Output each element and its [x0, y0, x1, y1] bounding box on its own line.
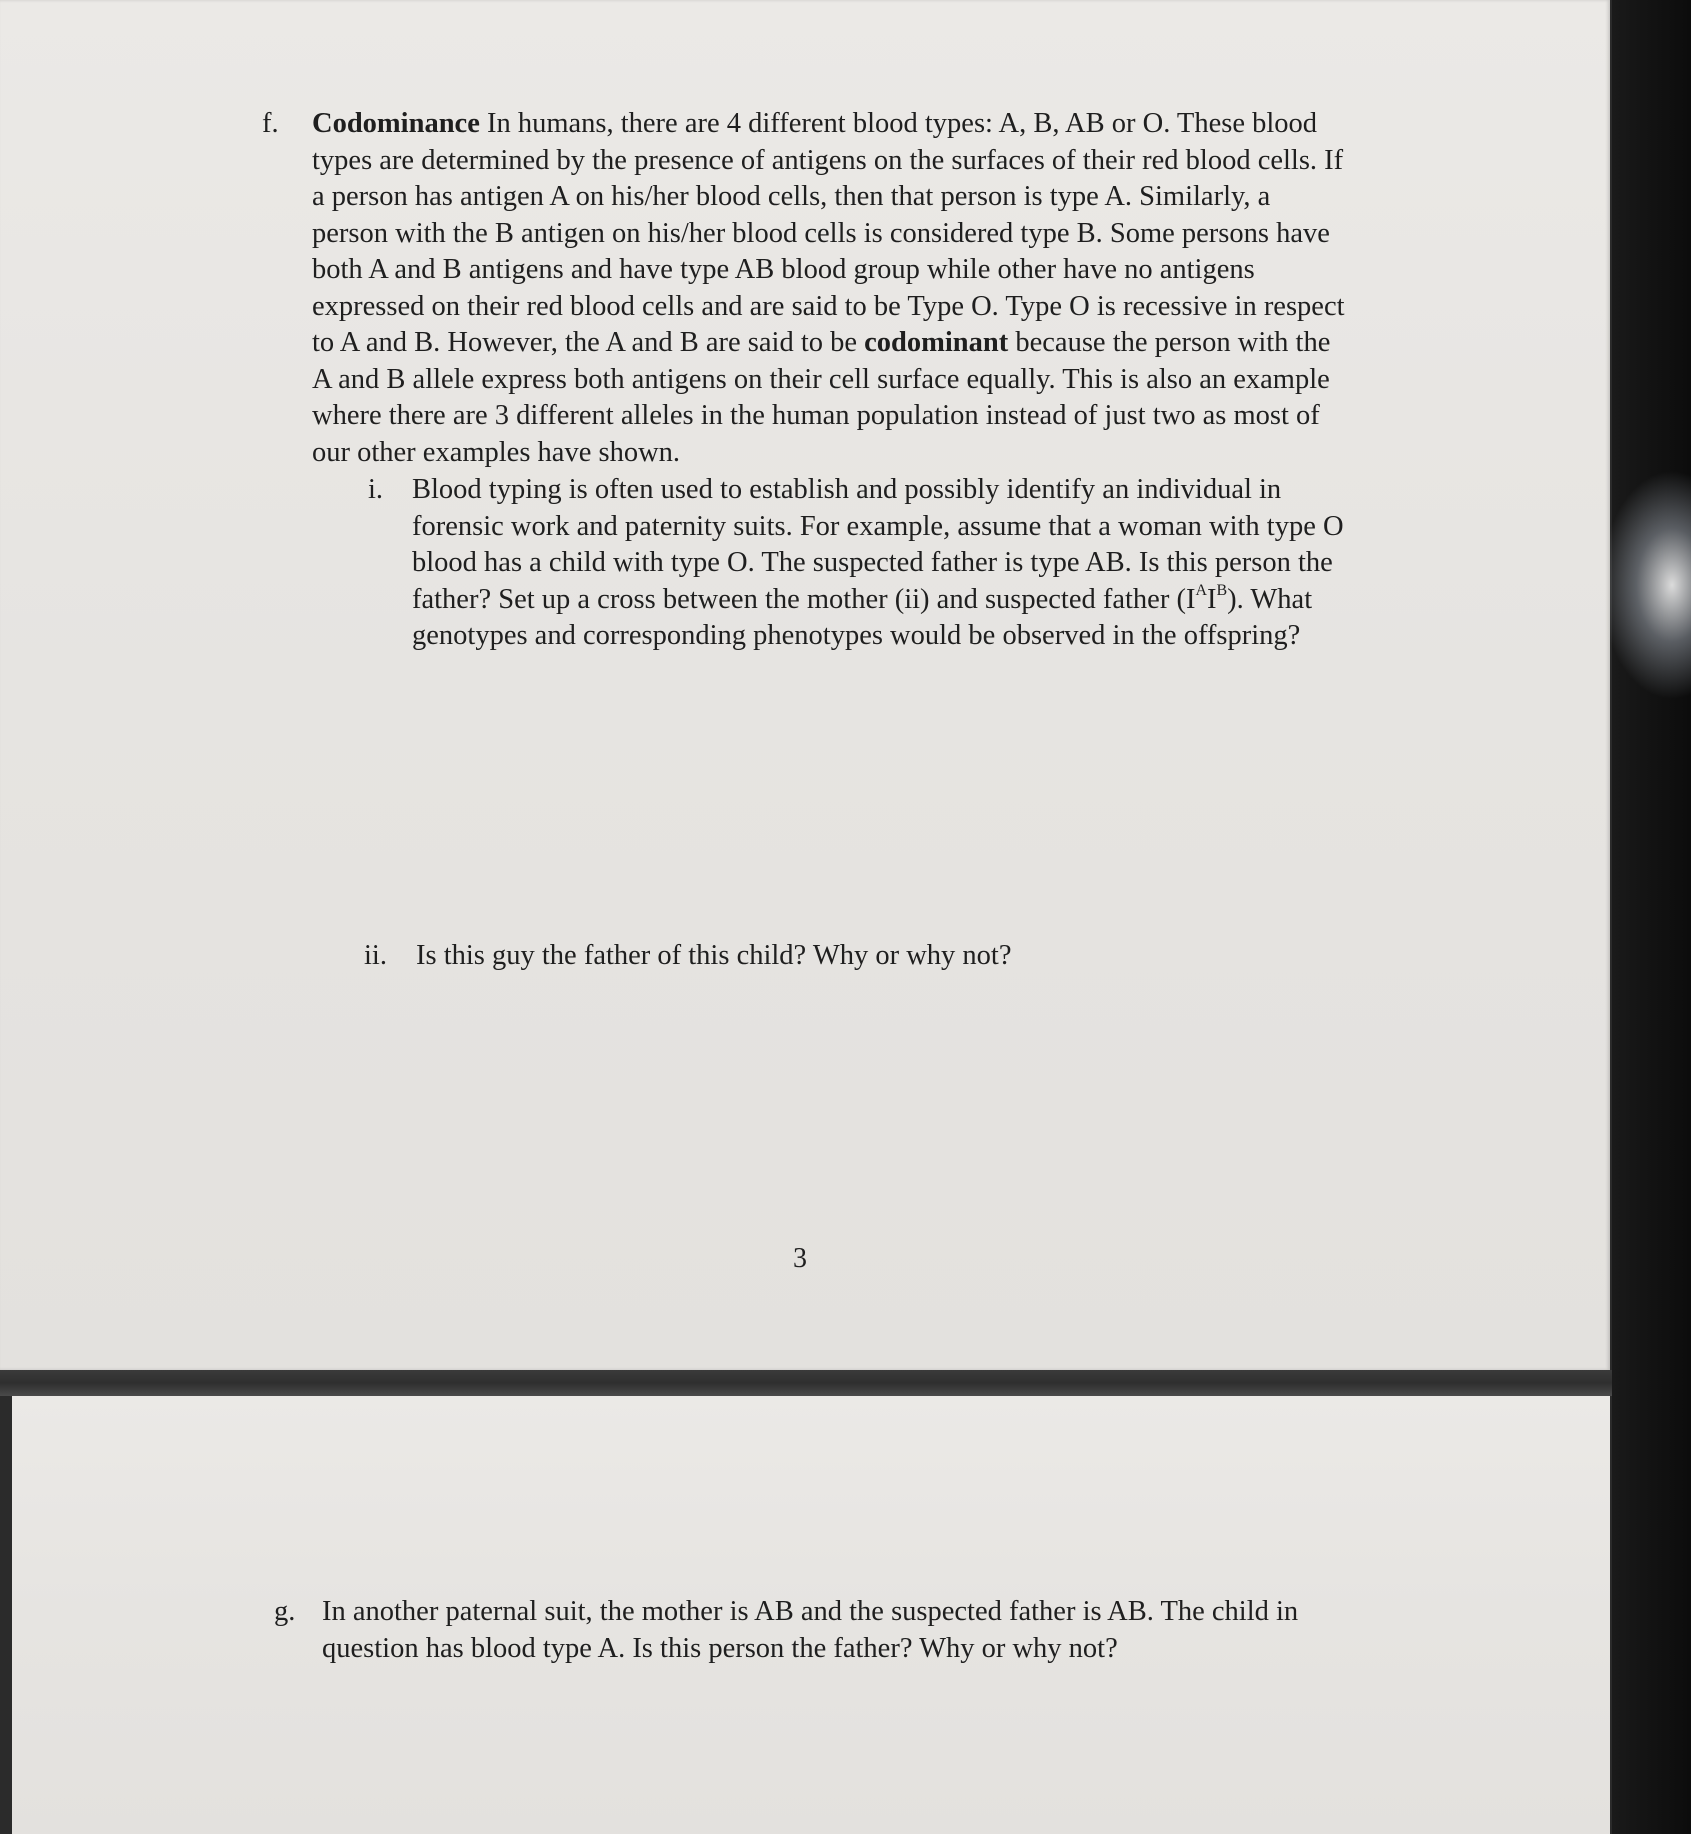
page-number: 3: [793, 1243, 807, 1274]
section-g-text: [322, 1594, 1298, 1667]
codominant-term: codominant: [864, 327, 1009, 358]
light-glare: [1600, 470, 1691, 700]
section-f-line-9: where there are 3 different alleles in the human population instead of just two as most of: [312, 400, 1320, 431]
page-seam: [0, 1370, 1612, 1396]
section-f-line-2: types are determined by the presence of antigens on the surfaces of their red blood cells. If: [312, 144, 1344, 176]
worksheet-page-bottom: [12, 1396, 1610, 1834]
question-i-line-4: father? Set up a cross between the mother (ii) and suspected father $(I^AI^B)$. What: [412, 582, 1313, 615]
question-i-line-2: forensic work and paternity suits. For example, assume that a woman with type O: [412, 510, 1344, 542]
section-g-marker: g.: [274, 1596, 296, 1627]
question-i-line-1: Blood typing is often used to establish and possibly identify an individual in: [412, 474, 1282, 505]
section-f-line-8: A and B allele express both antigens on their cell surface equally. This is also an example: [312, 363, 1330, 395]
question-i-marker: i.: [368, 474, 384, 505]
section-f-line-3: a person has antigen A on his/her blood cells, then that person is type A. Similarly, a: [312, 181, 1271, 212]
section-f-line-10: our other examples have shown.: [312, 436, 681, 468]
section-f-line-4: person with the B antigen on his/her blood cells is considered type B. Some persons have: [312, 217, 1330, 249]
dark-background-edge: [1612, 0, 1691, 1834]
section-f-marker: f.: [262, 108, 279, 139]
section-f-line-5: both A and B antigens and have type AB blood group while other have no antigens: [312, 254, 1255, 285]
section-g-line-2: question has blood type A. Is this person the father? Why or why not?: [322, 1632, 1118, 1664]
question-ii-text: Is this guy the father of this child? Why or why not?: [416, 940, 1012, 971]
question-i-line-3: blood has a child with type O. The suspected father is type AB. Is this person the: [412, 547, 1333, 578]
section-f-line-1: Codominance In humans, there are 4 different blood types: A, B, AB or O. These blood: [312, 108, 1318, 139]
section-f-line-6: expressed on their red blood cells and are said to be Type O. Type O is recessive in respect: [312, 290, 1345, 322]
question-i-text: [412, 472, 1344, 655]
codominance-term: Codominance: [312, 108, 480, 139]
section-f-paragraph: [312, 106, 1345, 471]
question-ii-marker: ii.: [364, 940, 387, 971]
section-f-line-7: to A and B. However, the A and B are said to be codominant because the person with the: [312, 327, 1331, 358]
section-g-line-1: In another paternal suit, the mother is AB and the suspected father is AB. The child in: [322, 1596, 1299, 1627]
question-i-line-5: genotypes and corresponding phenotypes would be observed in the offspring?: [412, 620, 1301, 651]
